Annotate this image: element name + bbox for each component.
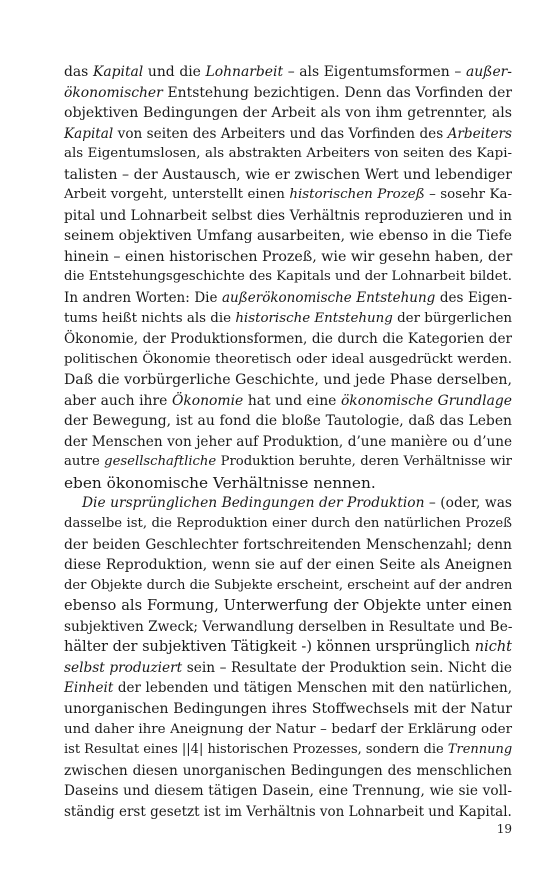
- text-line: Daß die vorbürgerliche Geschichte, und jede Phase derselben,: [64, 372, 512, 389]
- text-line: hinein – einen historischen Prozeß, wie wir gesehn haben, der: [64, 248, 513, 265]
- text-line: aber auch ihre Ökonomie hat und eine ökonomische Grundlage: [64, 392, 512, 409]
- text-line: seinem objektiven Umfang ausarbeiten, wie ebenso in die Tiefe: [64, 228, 512, 245]
- text-line: die Entstehungsgeschichte des Kapitals und der Lohnarbeit bildet.: [64, 269, 512, 285]
- text-line: dasselbe ist, die Reproduktion einer durch den natürlichen Prozeß: [64, 516, 512, 532]
- text-line: pital und Lohnarbeit selbst dies Verhältnis reproduzieren und in: [64, 207, 512, 224]
- text-line: ökonomischer Entstehung bezichtigen. Denn das Vorfinden der: [64, 84, 512, 101]
- text-line: der Menschen von jeher auf Produktion, d’une manière ou d’une: [64, 433, 512, 450]
- text-line: selbst produziert sein – Resultate der Produktion sein. Nicht die: [64, 659, 512, 676]
- text-line: zwischen diesen unorganischen Bedingungen des menschlichen: [64, 762, 512, 779]
- text-line: eben ökonomische Verhältnisse nennen.: [64, 473, 376, 492]
- paragraph-1: [64, 62, 512, 493]
- body-text: [64, 62, 512, 822]
- text-line: diese Reproduktion, wenn sie auf der einen Seite als Aneignen: [64, 557, 512, 574]
- text-line: politischen Ökonomie theoretisch oder ideal ausgedrückt werden.: [64, 351, 512, 367]
- text-line: unorganischen Bedingungen ihres Stoffwechsels mit der Natur: [64, 700, 512, 717]
- text-line: als Eigentumslosen, als abstrakten Arbeiters von seiten des Kapi-: [64, 146, 512, 162]
- page-number: 19: [496, 822, 512, 836]
- text-line: Daseins und diesem tätigen Dasein, eine Trennung, wie sie voll-: [64, 783, 512, 800]
- text-line: In andren Worten: Die außerökonomische Entstehung des Eigen-: [64, 290, 513, 307]
- text-line: der Objekte durch die Subjekte erscheint, erscheint auf der andren: [64, 577, 513, 593]
- text-line: objektiven Bedingungen der Arbeit als von ihm getrennter, als: [64, 105, 512, 122]
- text-line: der beiden Geschlechter fortschreitenden Menschenzahl; denn: [64, 536, 512, 553]
- text-line: talisten – der Austausch, wie er zwischen Wert und lebendiger: [64, 166, 512, 183]
- text-line: und daher ihre Aneignung der Natur – bedarf der Erklärung oder: [64, 721, 512, 737]
- text-line: hälter der subjektiven Tätigkeit -) können ursprünglich nicht: [64, 639, 512, 656]
- text-line: ist Resultat eines ||4| historischen Prozesses, sondern die Trennung: [64, 742, 513, 758]
- text-line: ebenso als Formung, Unterwerfung der Objekte unter einen: [64, 597, 512, 615]
- text-line: autre gesellschaftliche Produktion beruhte, deren Verhältnisse wir: [64, 454, 512, 470]
- text-line: Kapital von seiten des Arbeiters und das Vorfinden des Arbeiters: [64, 125, 512, 142]
- text-line: ständig erst gesetzt ist im Verhältnis von Lohnarbeit und Kapital.: [64, 803, 512, 820]
- text-line: Arbeit vorgeht, unterstellt einen historischen Prozeß – sosehr Ka-: [64, 187, 512, 203]
- paragraph-2: [64, 493, 512, 822]
- text-line: subjektiven Zweck; Verwandlung derselben in Resultate und Be-: [64, 618, 513, 635]
- text-line: Einheit der lebenden und tätigen Menschen mit den natürlichen,: [64, 680, 512, 697]
- text-line: Ökonomie, der Produktionsformen, die durch die Kategorien der: [64, 331, 512, 348]
- text-line: Die ursprünglichen Bedingungen der Produktion – (oder, was: [82, 495, 512, 512]
- text-line: das Kapital und die Lohnarbeit – als Eigentumsformen – außer-: [64, 64, 512, 80]
- text-line: tums heißt nichts als die historische Entstehung der bürgerlichen: [64, 310, 513, 326]
- text-line: der Bewegung, ist au fond die bloße Tautologie, daß das Leben: [64, 413, 512, 430]
